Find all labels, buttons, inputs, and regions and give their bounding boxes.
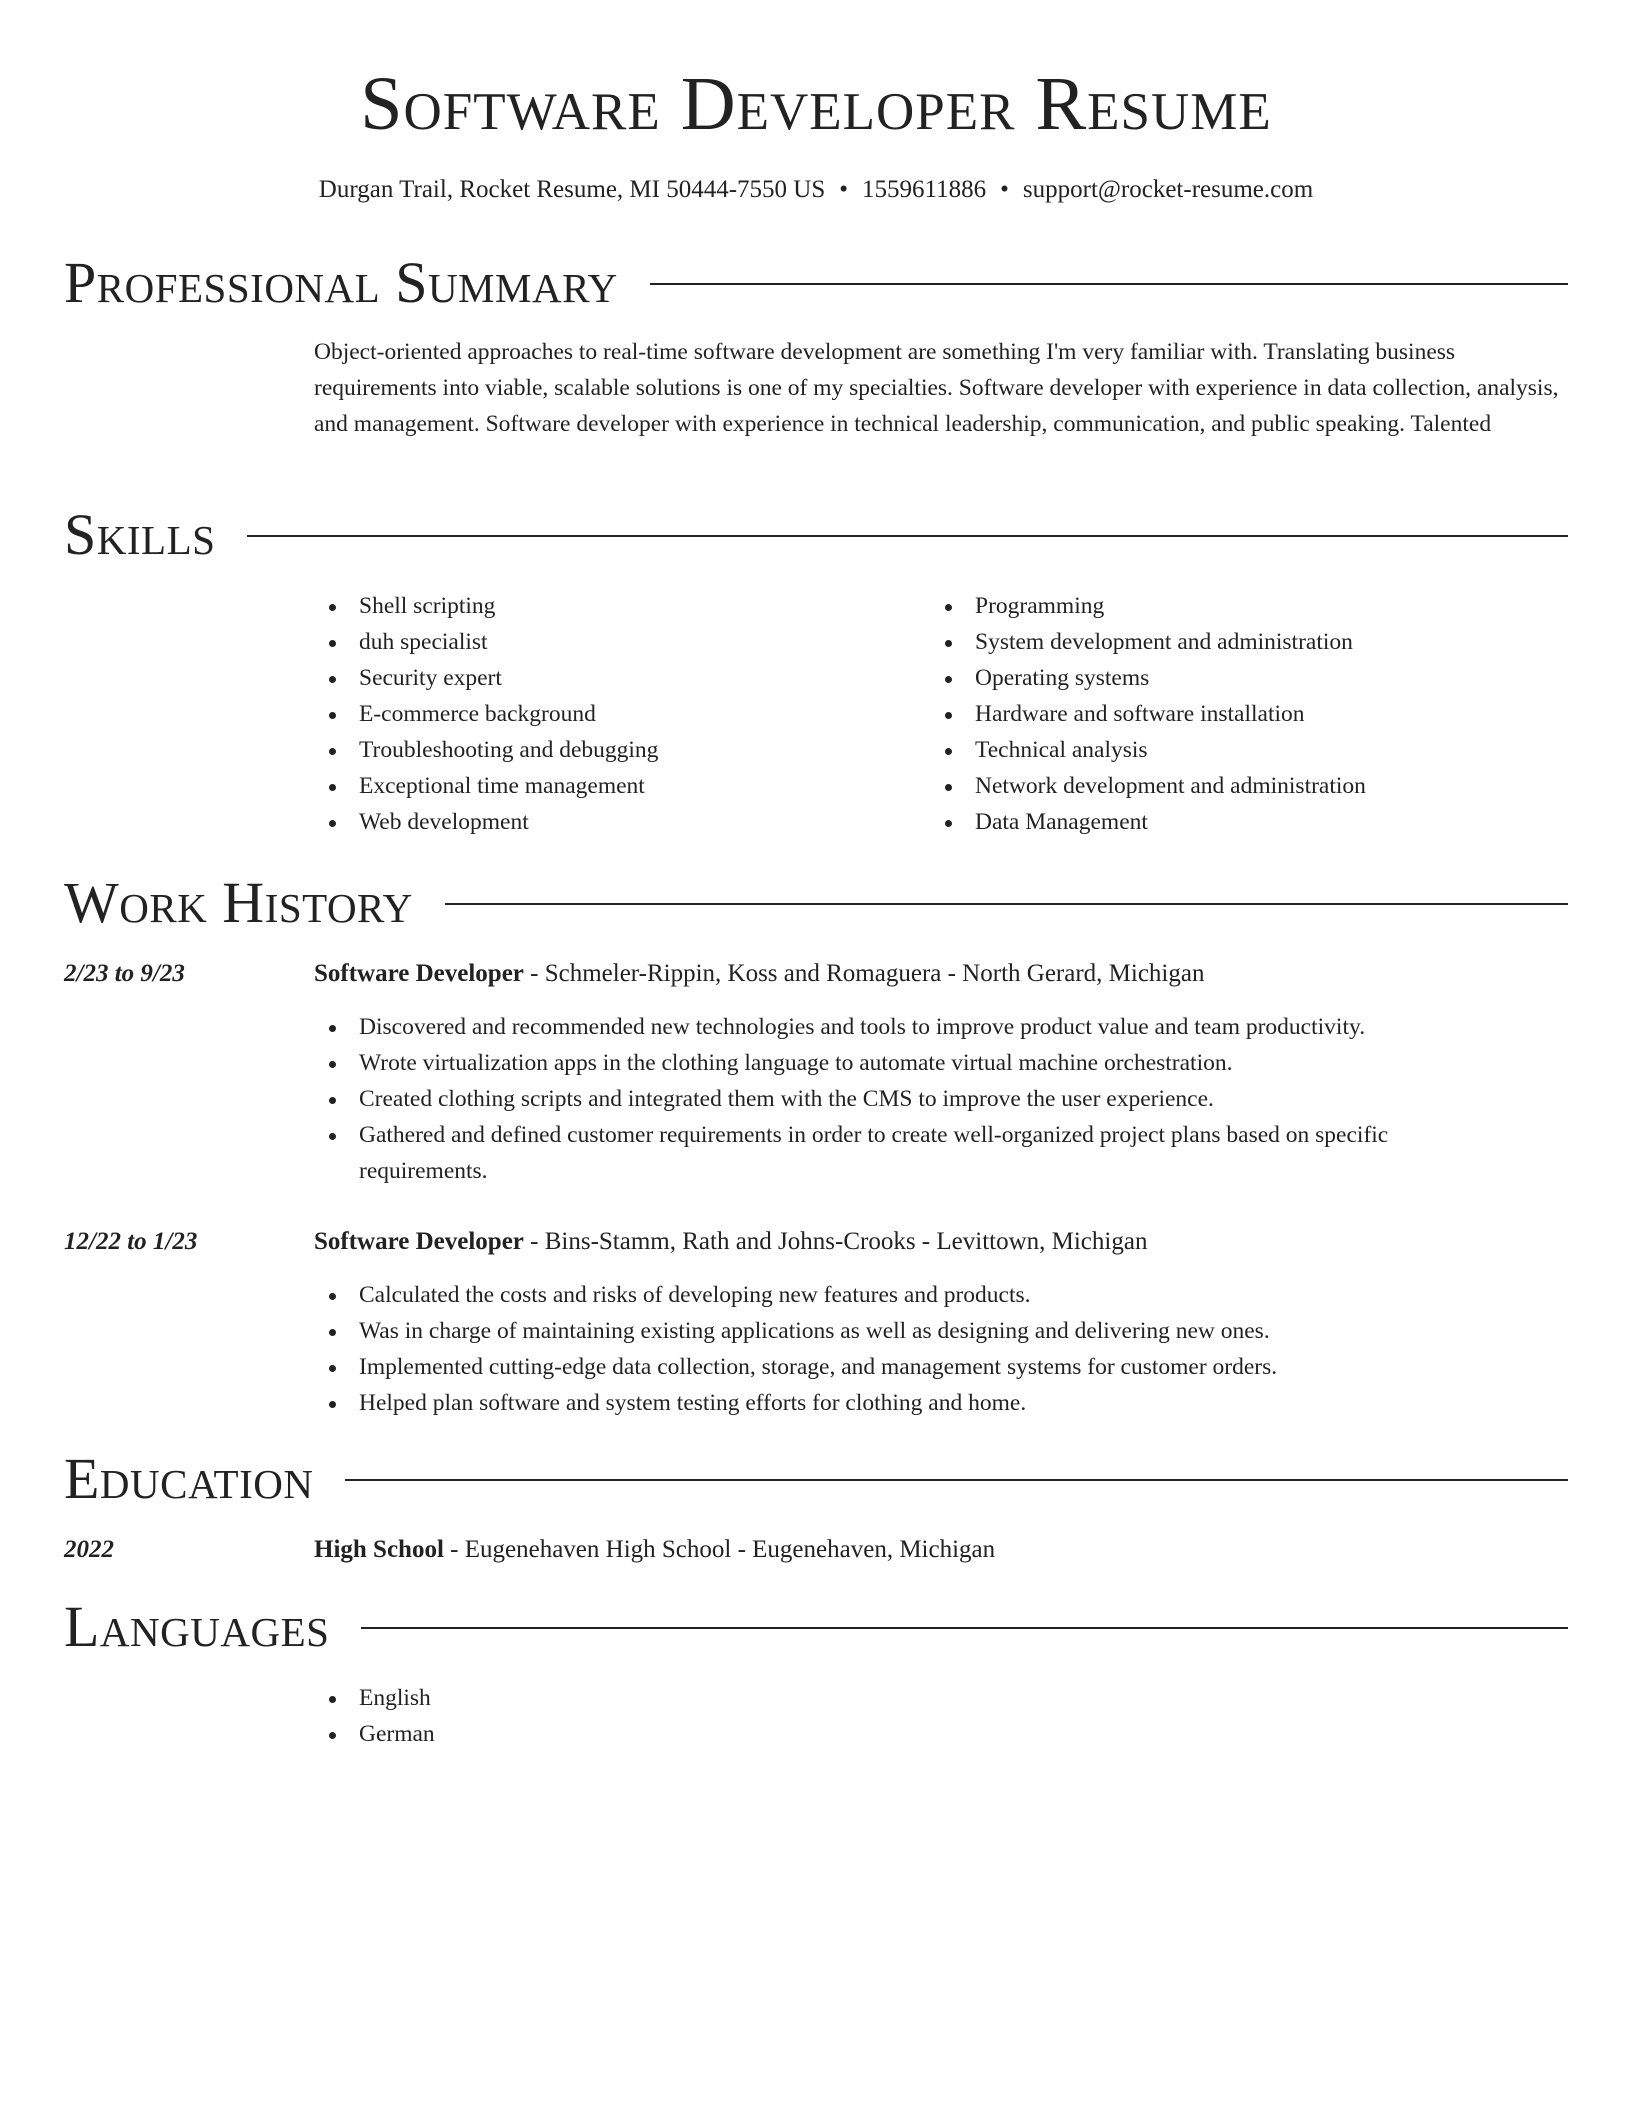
summary-heading: Professional Summary [64, 250, 618, 315]
summary-section-header [64, 248, 1568, 318]
job-bullet: Wrote virtualization apps in the clothing language to automate virtual machine orchestration. [314, 1045, 1464, 1081]
skill-item: Operating systems [930, 660, 1530, 696]
skills-section-header [64, 500, 1568, 570]
education-line [314, 1532, 1574, 1568]
skill-item: Exceptional time management [314, 768, 914, 804]
job-bullet: Implemented cutting-edge data collection, storage, and management systems for customer orders. [314, 1349, 1464, 1385]
languages-list [314, 1680, 1464, 1752]
contact-separator: • [1000, 176, 1009, 203]
language-item: German [314, 1716, 1464, 1752]
skill-item: Network development and administration [930, 768, 1530, 804]
section-divider [650, 283, 1568, 285]
summary-text: Object-oriented approaches to real-time software development are something I'm very familiar with. Translating business requirements into viable, scalable solutions is one of my specialties. Software developer with experience in data collection, analysis, and management. Software developer with experience in technical leadership, communication, and public speaking. Talented [314, 339, 1559, 437]
skills-list-right [930, 588, 1530, 840]
contact-separator: • [839, 176, 849, 203]
job-bullet: Created clothing scripts and integrated them with the CMS to improve the user experience. [314, 1081, 1464, 1117]
language-item: English [314, 1680, 1464, 1716]
work-section-header [64, 868, 1568, 938]
job-heading [314, 1224, 1574, 1260]
section-divider [345, 1479, 1568, 1481]
contact-address: Durgan Trail, Rocket Resume, MI 50444-7550 US [318, 176, 826, 203]
skill-item: Shell scripting [314, 588, 914, 624]
contact-phone: 1559611886 [862, 176, 987, 203]
job-bullets [314, 1277, 1464, 1421]
job-bullet: Discovered and recommended new technologies and tools to improve product value and team productivity. [314, 1009, 1464, 1045]
job-bullet: Calculated the costs and risks of developing new features and products. [314, 1277, 1464, 1313]
job-title: Software Developer [314, 1228, 524, 1255]
job-heading [314, 956, 1574, 992]
skill-item: Web development [314, 804, 914, 840]
section-divider [445, 903, 1568, 905]
skill-item: Hardware and software installation [930, 696, 1530, 732]
education-section-header [64, 1444, 1568, 1514]
skills-heading: Skills [64, 502, 216, 567]
section-divider [361, 1627, 1568, 1629]
skill-item: System development and administration [930, 624, 1530, 660]
skill-item: Technical analysis [930, 732, 1530, 768]
section-divider [247, 535, 1568, 537]
contact-line [0, 172, 1632, 208]
education-school: - Eugenehaven High School - Eugenehaven, Michigan [443, 1536, 996, 1563]
job-dates: 2/23 to 9/23 [64, 960, 185, 987]
job-dates: 12/22 to 1/23 [64, 1228, 198, 1255]
languages-section-header [64, 1592, 1568, 1662]
job-title: Software Developer [314, 960, 524, 987]
education-heading: Education [64, 1446, 314, 1511]
job-employer: - Schmeler-Rippin, Koss and Romaguera - North Gerard, Michigan [523, 960, 1205, 987]
job-bullet: Helped plan software and system testing efforts for clothing and home. [314, 1385, 1464, 1421]
languages-heading: Languages [64, 1594, 330, 1659]
job-bullet: Was in charge of maintaining existing applications as well as designing and delivering new ones. [314, 1313, 1464, 1349]
skill-item: duh specialist [314, 624, 914, 660]
education-degree: High School [314, 1536, 444, 1563]
skill-item: Troubleshooting and debugging [314, 732, 914, 768]
skills-list-left [314, 588, 914, 840]
contact-email: support@rocket-resume.com [1022, 176, 1314, 203]
job-bullet: Gathered and defined customer requirements in order to create well-organized project plans based on specific requirements. [314, 1117, 1464, 1189]
skill-item: E-commerce background [314, 696, 914, 732]
skill-item: Programming [930, 588, 1530, 624]
job-employer: - Bins-Stamm, Rath and Johns-Crooks - Levittown, Michigan [523, 1228, 1148, 1255]
resume-title: Software Developer Resume [360, 62, 1272, 146]
education-year: 2022 [64, 1536, 114, 1563]
skill-item: Data Management [930, 804, 1530, 840]
work-heading: Work History [64, 870, 413, 935]
skill-item: Security expert [314, 660, 914, 696]
job-bullets [314, 1009, 1464, 1189]
